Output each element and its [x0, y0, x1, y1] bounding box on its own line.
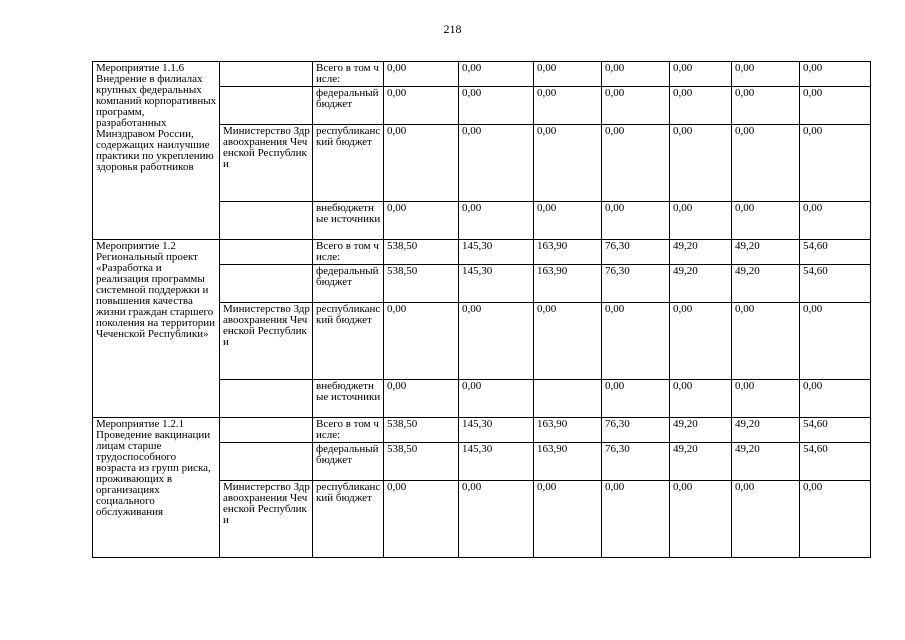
responsible-cell [220, 87, 313, 125]
funding-source-cell: федеральный бюджет [313, 265, 384, 303]
amount-cell: 54,60 [800, 240, 871, 265]
amount-cell: 0,00 [602, 380, 670, 418]
amount-cell: 0,00 [602, 87, 670, 125]
amount-cell: 538,50 [384, 418, 459, 443]
amount-cell: 145,30 [459, 265, 534, 303]
amount-cell: 0,00 [384, 202, 459, 240]
amount-cell: 0,00 [732, 481, 800, 558]
amount-cell: 0,00 [670, 62, 732, 87]
amount-cell: 0,00 [800, 87, 871, 125]
amount-cell: 0,00 [800, 481, 871, 558]
amount-cell: 49,20 [732, 265, 800, 303]
table-row [93, 418, 871, 443]
amount-cell: 0,00 [459, 125, 534, 202]
amount-cell: 49,20 [732, 443, 800, 481]
responsible-cell [220, 62, 313, 87]
funding-source-cell: внебюджетные источники [313, 380, 384, 418]
amount-cell: 0,00 [459, 380, 534, 418]
amount-cell: 163,90 [534, 265, 602, 303]
amount-cell: 0,00 [732, 62, 800, 87]
amount-cell: 0,00 [384, 125, 459, 202]
amount-cell: 76,30 [602, 265, 670, 303]
amount-cell: 0,00 [459, 481, 534, 558]
amount-cell: 49,20 [732, 240, 800, 265]
funding-source-cell: республиканский бюджет [313, 125, 384, 202]
funding-source-cell: республиканский бюджет [313, 481, 384, 558]
responsible-cell: Министерство Здравоохранения Чеченской Республики [220, 125, 313, 202]
funding-source-cell: Всего в том числе: [313, 62, 384, 87]
amount-cell: 49,20 [670, 265, 732, 303]
amount-cell: 0,00 [732, 87, 800, 125]
activity-cell: Мероприятие 1.1.6 Внедрение в филиалах крупных федеральных компаний корпоративных программ, разработанных Минздравом России, содержащих наилучшие практики по укреплению здоровья работников [93, 62, 220, 240]
amount-cell: 163,90 [534, 418, 602, 443]
amount-cell: 0,00 [459, 87, 534, 125]
amount-cell: 145,30 [459, 443, 534, 481]
table-row [93, 240, 871, 265]
amount-cell: 76,30 [602, 443, 670, 481]
amount-cell: 76,30 [602, 240, 670, 265]
amount-cell: 49,20 [670, 240, 732, 265]
amount-cell: 0,00 [459, 303, 534, 380]
responsible-cell [220, 380, 313, 418]
amount-cell: 0,00 [534, 481, 602, 558]
amount-cell: 538,50 [384, 240, 459, 265]
amount-cell: 0,00 [459, 62, 534, 87]
amount-cell: 0,00 [384, 87, 459, 125]
amount-cell: 0,00 [800, 125, 871, 202]
amount-cell: 538,50 [384, 443, 459, 481]
amount-cell: 0,00 [732, 380, 800, 418]
amount-cell: 0,00 [534, 87, 602, 125]
amount-cell: 49,20 [670, 418, 732, 443]
funding-source-cell: федеральный бюджет [313, 443, 384, 481]
amount-cell: 538,50 [384, 265, 459, 303]
amount-cell: 0,00 [670, 481, 732, 558]
amount-cell: 145,30 [459, 418, 534, 443]
amount-cell: 0,00 [534, 303, 602, 380]
amount-cell: 0,00 [384, 380, 459, 418]
funding-source-cell: Всего в том числе: [313, 240, 384, 265]
amount-cell: 0,00 [384, 303, 459, 380]
amount-cell: 49,20 [670, 443, 732, 481]
amount-cell: 76,30 [602, 418, 670, 443]
amount-cell: 49,20 [732, 418, 800, 443]
responsible-cell [220, 202, 313, 240]
amount-cell: 0,00 [800, 380, 871, 418]
responsible-cell [220, 240, 313, 265]
funding-source-cell: республиканский бюджет [313, 303, 384, 380]
responsible-cell [220, 265, 313, 303]
amount-cell: 0,00 [800, 303, 871, 380]
amount-cell: 0,00 [602, 481, 670, 558]
amount-cell: 0,00 [670, 87, 732, 125]
amount-cell: 0,00 [534, 62, 602, 87]
responsible-cell [220, 418, 313, 443]
amount-cell: 0,00 [534, 202, 602, 240]
amount-cell: 0,00 [602, 202, 670, 240]
amount-cell: 54,60 [800, 418, 871, 443]
activity-cell: Мероприятие 1.2.1 Проведение вакцинации лицам старше трудоспособного возраста из групп риска, проживающих в организациях социального обслуживания [93, 418, 220, 558]
amount-cell: 0,00 [602, 62, 670, 87]
amount-cell: 0,00 [670, 202, 732, 240]
amount-cell: 0,00 [602, 303, 670, 380]
responsible-cell: Министерство Здравоохранения Чеченской Республики [220, 481, 313, 558]
amount-cell: 0,00 [732, 202, 800, 240]
amount-cell: 0,00 [800, 202, 871, 240]
funding-source-cell: федеральный бюджет [313, 87, 384, 125]
amount-cell: 163,90 [534, 240, 602, 265]
page-number: 218 [443, 22, 462, 36]
amount-cell: 54,60 [800, 443, 871, 481]
amount-cell: 0,00 [602, 125, 670, 202]
funding-source-cell: Всего в том числе: [313, 418, 384, 443]
amount-cell: 0,00 [384, 481, 459, 558]
amount-cell: 0,00 [670, 380, 732, 418]
budget-table-body [93, 62, 871, 558]
amount-cell: 54,60 [800, 265, 871, 303]
amount-cell: 0,00 [534, 125, 602, 202]
amount-cell: 0,00 [800, 62, 871, 87]
amount-cell: 0,00 [732, 303, 800, 380]
amount-cell: 145,30 [459, 240, 534, 265]
responsible-cell [220, 443, 313, 481]
table-row [93, 62, 871, 87]
activity-cell: Мероприятие 1.2 Региональный проект «Разработка и реализация программы системной поддержки и повышения качества жизни граждан старшего поколения на территории Чеченской Республики» [93, 240, 220, 418]
amount-cell: 163,90 [534, 443, 602, 481]
amount-cell [534, 380, 602, 418]
amount-cell: 0,00 [732, 125, 800, 202]
amount-cell: 0,00 [384, 62, 459, 87]
funding-source-cell: внебюджетные источники [313, 202, 384, 240]
amount-cell: 0,00 [459, 202, 534, 240]
budget-table [92, 61, 871, 558]
responsible-cell: Министерство Здравоохранения Чеченской Республики [220, 303, 313, 380]
amount-cell: 0,00 [670, 303, 732, 380]
amount-cell: 0,00 [670, 125, 732, 202]
